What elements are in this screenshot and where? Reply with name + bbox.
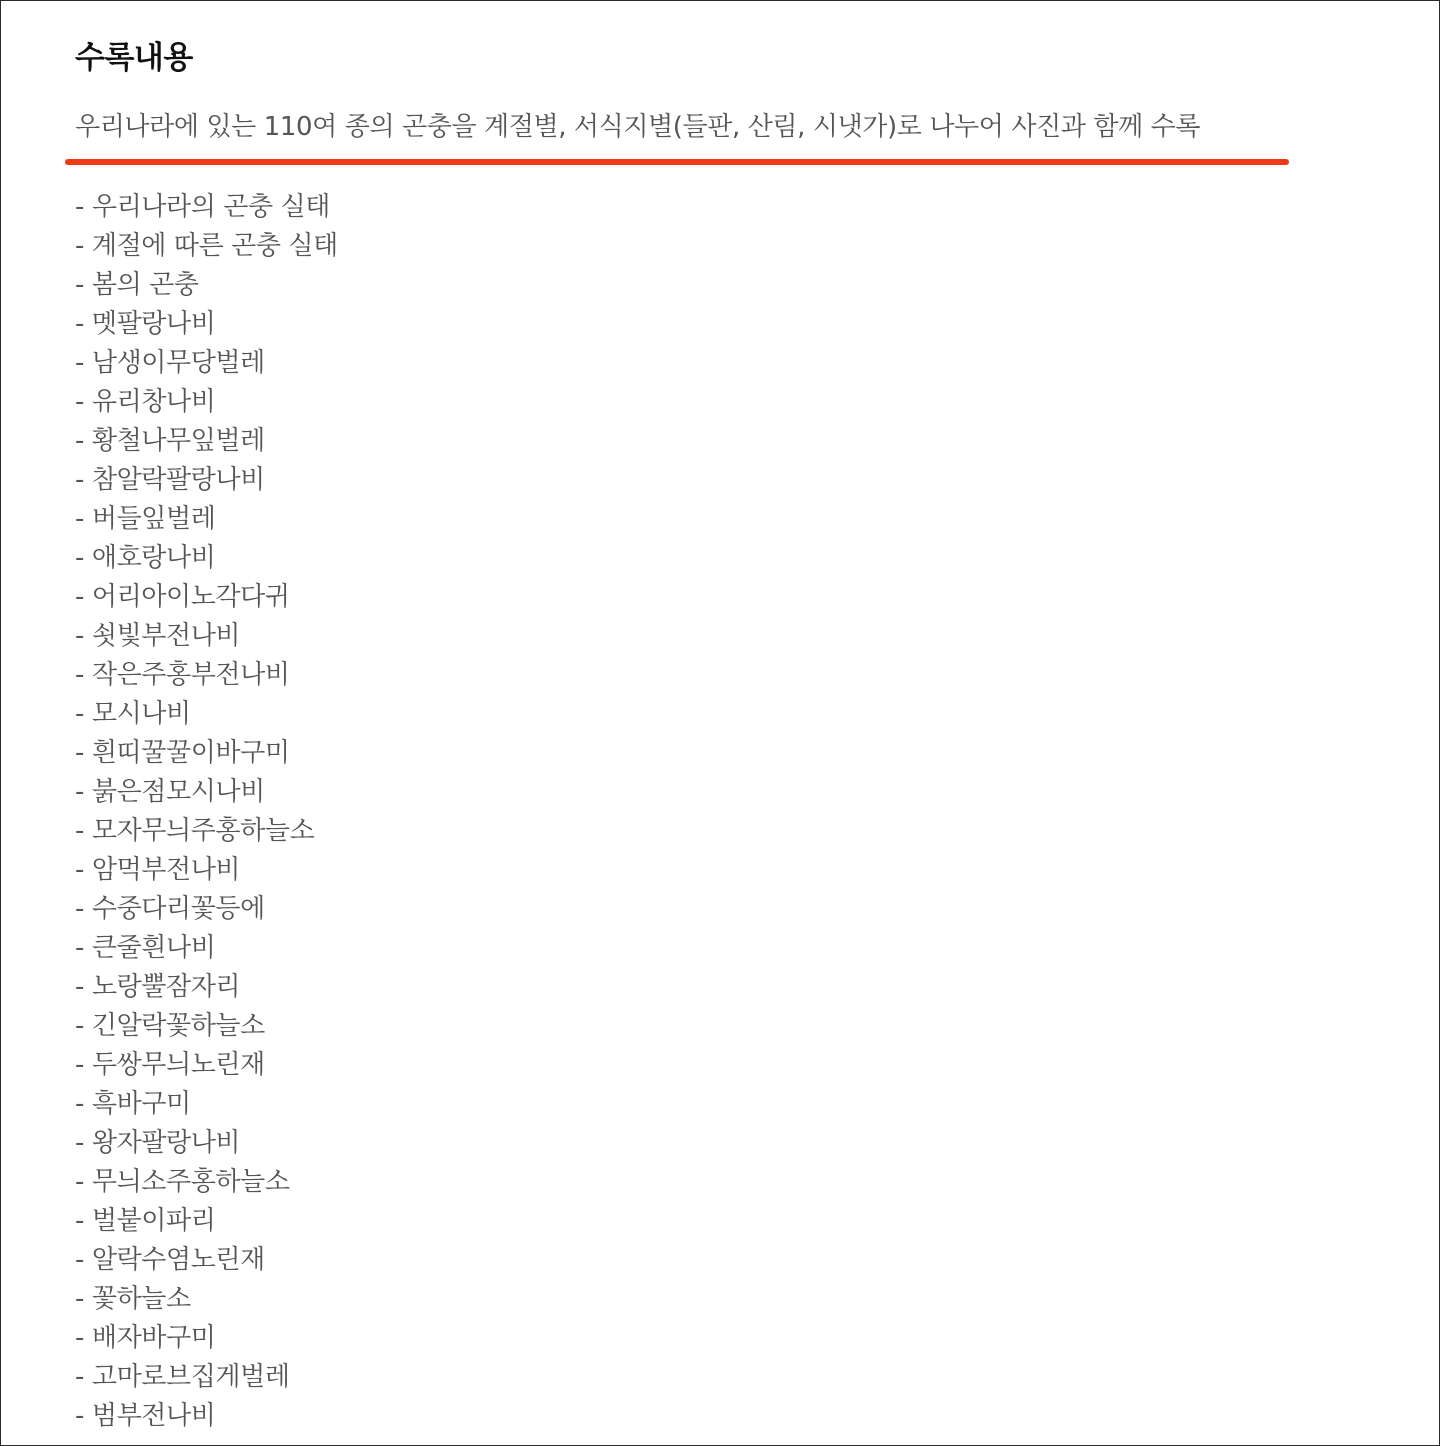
list-item: - 수중다리꽃등에 (75, 894, 265, 924)
list-item: - 버들잎벌레 (75, 504, 216, 534)
list-item: - 유리창나비 (75, 387, 216, 417)
list-item: - 알락수염노린재 (75, 1245, 265, 1275)
list-item: - 붉은점모시나비 (75, 777, 265, 807)
list-item: - 참알락팔랑나비 (75, 465, 265, 495)
list-item: - 봄의 곤충 (75, 270, 199, 300)
list-item: - 쇳빛부전나비 (75, 621, 241, 651)
list-item: - 계절에 따른 곤충 실태 (75, 231, 338, 261)
list-item: - 범부전나비 (75, 1401, 216, 1431)
list-item: - 꽃하늘소 (75, 1284, 191, 1314)
contents-section (75, 37, 1375, 145)
list-item: - 남생이무당벌레 (75, 348, 265, 378)
list-item: - 흑바구미 (75, 1089, 191, 1119)
list-item: - 큰줄흰나비 (75, 933, 216, 963)
list-item: - 황철나무잎벌레 (75, 426, 265, 456)
list-item: - 멧팔랑나비 (75, 309, 216, 339)
list-item: - 왕자팔랑나비 (75, 1128, 241, 1158)
list-item: - 모시나비 (75, 699, 191, 729)
section-summary: 우리나라에 있는 110여 종의 곤충을 계절별, 서식지별(들판, 산림, 시냇가)로 나누어 사진과 함께 수록 (75, 112, 1201, 142)
list-item: - 무늬소주홍하늘소 (75, 1167, 290, 1197)
list-item: - 노랑뿔잠자리 (75, 972, 241, 1002)
list-item: - 긴알락꽃하늘소 (75, 1011, 265, 1041)
list-item: - 암먹부전나비 (75, 855, 241, 885)
list-item: - 작은주홍부전나비 (75, 660, 290, 690)
highlight-underline (65, 159, 1289, 165)
list-item: - 흰띠꿀꿀이바구미 (75, 738, 290, 768)
list-item: - 고마로브집게벌레 (75, 1362, 290, 1392)
list-item: - 배자바구미 (75, 1323, 216, 1353)
list-item: - 두쌍무늬노린재 (75, 1050, 265, 1080)
table-of-contents (75, 188, 338, 1436)
list-item: - 애호랑나비 (75, 543, 216, 573)
list-item: - 벌붙이파리 (75, 1206, 216, 1236)
list-item: - 어리아이노각다귀 (75, 582, 290, 612)
list-item: - 우리나라의 곤충 실태 (75, 192, 331, 222)
list-item: - 모자무늬주홍하늘소 (75, 816, 315, 846)
section-title: 수록내용 (75, 40, 193, 76)
